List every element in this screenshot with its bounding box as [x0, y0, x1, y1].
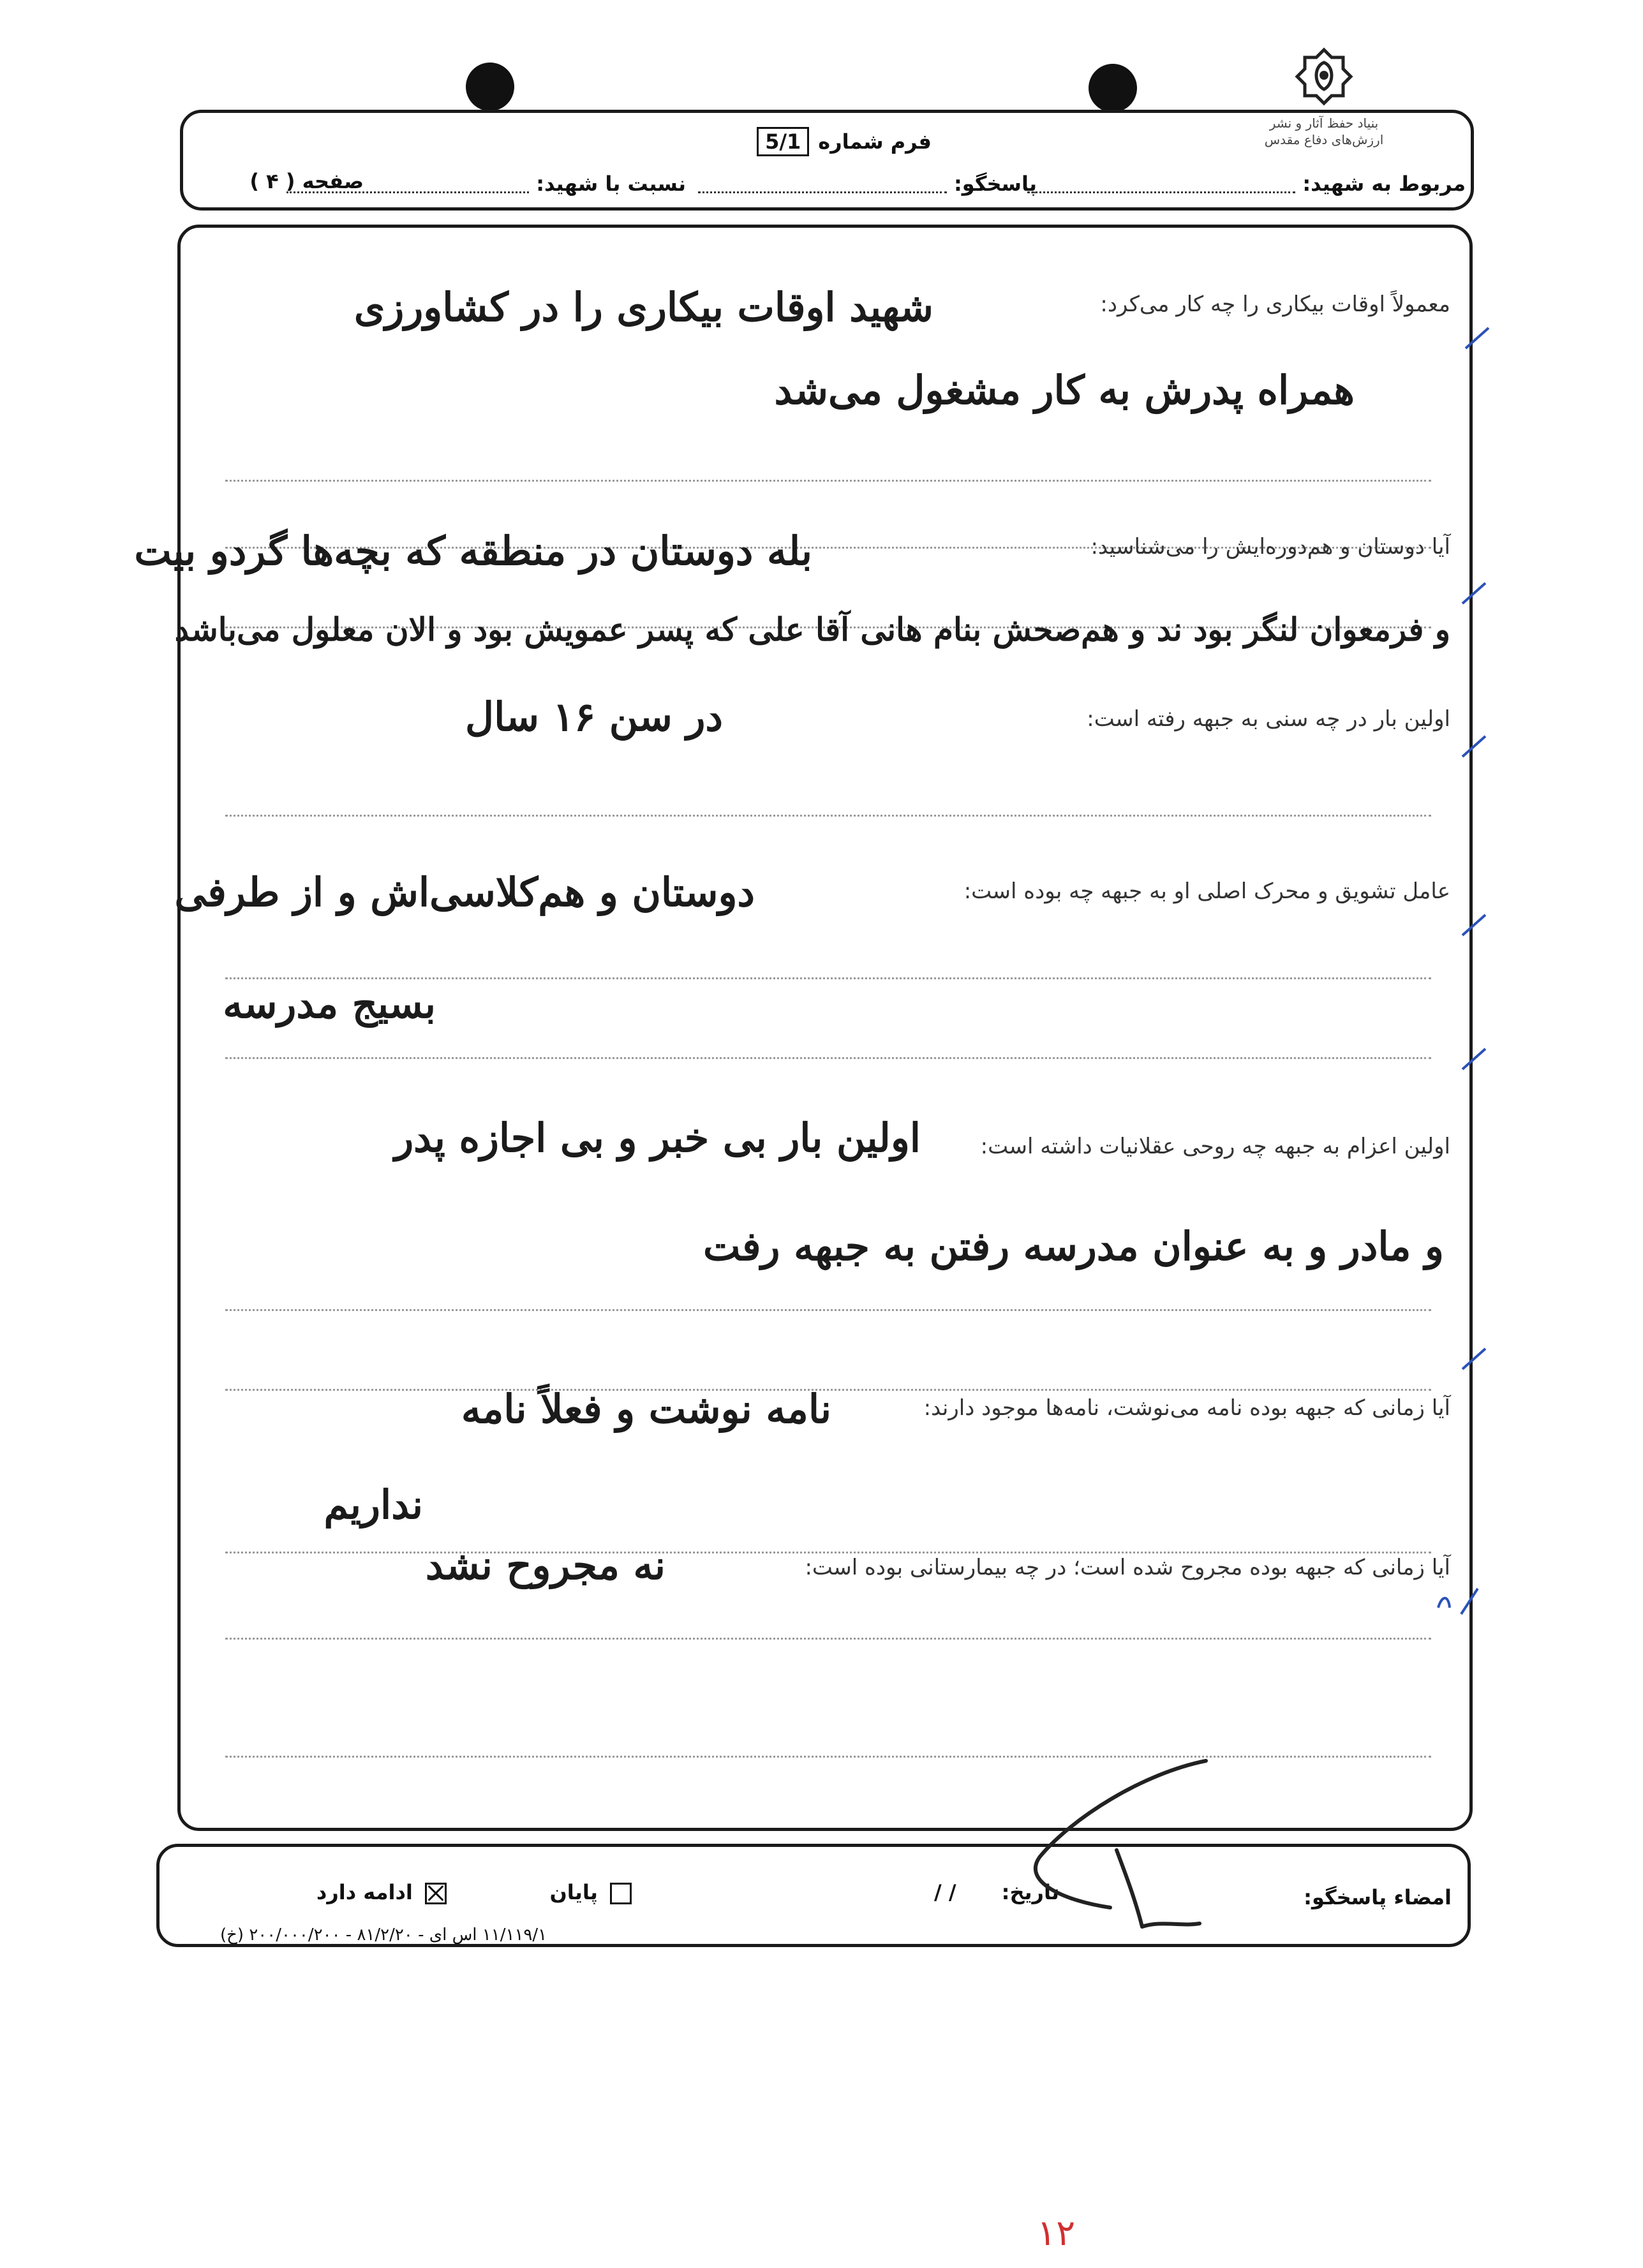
signature-label: امضاء پاسخگو:: [1304, 1885, 1452, 1909]
binder-hole: [1089, 64, 1137, 112]
question-text: اولین بار در چه سنی به جبهه رفته است:: [1087, 706, 1450, 732]
respondent-label: پاسخگو:: [953, 172, 1037, 196]
end-checkbox[interactable]: [610, 1883, 632, 1904]
question-text: عامل تشویق و محرک اصلی او به جبهه چه بوده است:: [963, 878, 1450, 904]
review-check-icon: [1464, 325, 1490, 351]
organization-caption: بنیاد حفظ آثار و نشر ارزش‌های دفاع مقدس: [1264, 115, 1384, 147]
form-header: [180, 110, 1474, 211]
end-option[interactable]: [549, 1880, 632, 1904]
handwritten-answer: نامه نوشت و فعلاً نامه: [461, 1386, 831, 1432]
handwritten-answer: دوستان و هم‌کلاسی‌اش و از طرفی: [174, 869, 755, 915]
relation-label: نسبت با شهید:: [536, 172, 686, 196]
handwritten-answer: نه مجروح نشد: [425, 1542, 665, 1589]
ruled-line: [225, 977, 1431, 979]
ruled-line: [225, 1309, 1431, 1311]
form-number-row: [757, 127, 932, 156]
question-text: آیا دوستان و هم‌دوره‌ایش را می‌شناسید:: [1090, 534, 1450, 560]
date-label: تاریخ:: [1001, 1880, 1059, 1904]
ruled-line: [225, 1552, 1431, 1553]
page-field: [249, 169, 364, 193]
handwritten-answer: و فرمعوان لنگر بود ند و هم‌صحش بنام هانی آقا علی که پسر عمویش بود و الان معلول می‌باشد: [174, 611, 1450, 648]
ruled-line: [225, 1057, 1431, 1059]
question-text: اولین اعزام به جبهه چه روحی عقلانیات داشته است:: [980, 1134, 1450, 1159]
ruled-line: [225, 480, 1431, 482]
review-check-icon: [1436, 1582, 1480, 1620]
page-number: ( ۴ ): [249, 169, 295, 193]
handwritten-answer: اولین بار بی خبر و بی اجازه پدر: [394, 1115, 921, 1161]
review-check-icon: [1461, 1346, 1487, 1372]
handwritten-answer: در سن ۱۶ سال: [465, 693, 723, 740]
form-number: 5/1: [757, 127, 809, 156]
handwritten-answer: بله دوستان در منطقه که بچه‌ها گردو بیت: [134, 528, 812, 574]
print-code: ۱۱/۱۱۹/۱ اس ای - ۸۱/۲/۲۰ - ۲۰۰/۰۰۰/۲۰۰ (خ): [220, 1925, 547, 1945]
emblem-icon: [1286, 45, 1362, 115]
respondent-line[interactable]: [698, 177, 947, 193]
handwritten-answer: همراه پدرش به کار مشغول می‌شد: [774, 367, 1355, 413]
handwritten-answer: شهید اوقات بیکاری را در کشاورزی: [353, 284, 933, 330]
page-mark: ۱۲: [1037, 2212, 1076, 2254]
form-number-label: فرم شماره: [818, 130, 932, 154]
ruled-line: [225, 815, 1431, 817]
handwritten-signature: [1015, 1748, 1225, 1939]
review-check-icon: [1461, 734, 1487, 759]
question-text: آیا زمانی که جبهه بوده مجروح شده است؛ در چه بیمارستانی بوده است:: [805, 1555, 1450, 1580]
handwritten-answer: نداریم: [323, 1481, 423, 1528]
handwritten-answer: و مادر و به عنوان مدرسه رفتن به جبهه رفت: [703, 1223, 1444, 1270]
martyr-field: [1027, 172, 1466, 196]
question-text: آیا زمانی که جبهه بوده نامه می‌نوشت، نامه‌ها موجود دارند:: [923, 1395, 1450, 1421]
continue-label: ادامه دارد: [316, 1880, 413, 1904]
binder-hole: [466, 63, 514, 111]
ruled-line: [225, 1756, 1431, 1758]
end-label: پایان: [549, 1880, 598, 1904]
continue-checkbox[interactable]: [425, 1883, 447, 1904]
review-check-icon: [1461, 1046, 1487, 1072]
martyr-name-line[interactable]: [1027, 177, 1295, 193]
martyr-label: مربوط به شهید:: [1302, 172, 1466, 196]
review-check-icon: [1461, 912, 1487, 938]
date-value: / /: [934, 1880, 956, 1904]
page-label: صفحه: [302, 169, 364, 193]
answer-sheet: [134, 225, 1473, 1831]
handwritten-answer: بسیج مدرسه: [223, 981, 436, 1027]
continue-option[interactable]: [316, 1880, 447, 1904]
ruled-line: [225, 1638, 1431, 1640]
question-text: معمولاً اوقات بیکاری را چه کار می‌کرد:: [1100, 292, 1450, 317]
review-check-icon: [1461, 581, 1487, 606]
respondent-field: [698, 172, 1037, 196]
